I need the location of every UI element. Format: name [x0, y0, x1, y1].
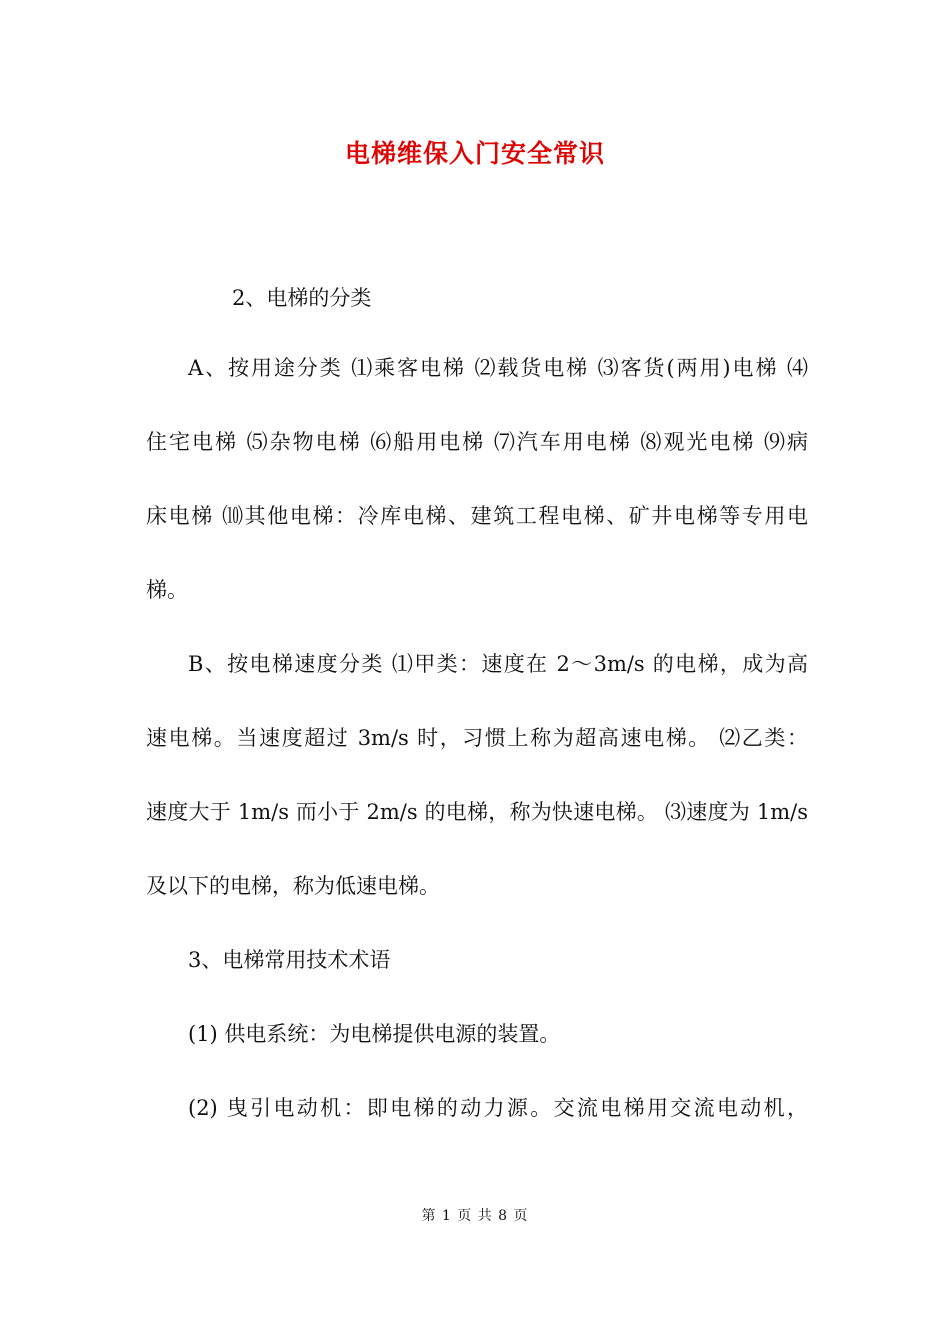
paragraph-line: A、按用途分类 ⑴乘客电梯 ⑵载货电梯 ⑶客货(两用)电梯 ⑷	[188, 356, 808, 380]
document-title: 电梯维保入门安全常识	[344, 139, 605, 168]
paragraph-line: 速电梯。当速度超过 3m/s 时，习惯上称为超高速电梯。 ⑵乙类：	[146, 726, 808, 750]
paragraph-line: B、按电梯速度分类 ⑴甲类：速度在 2～3m/s 的电梯，成为高	[188, 652, 808, 676]
section-heading-terms: 3、电梯常用技术术语	[188, 948, 391, 972]
paragraph-line: 床电梯 ⑽其他电梯：冷库电梯、建筑工程电梯、矿井电梯等专用电	[146, 504, 808, 528]
paragraph-line: 速度大于 1m/s 而小于 2m/s 的电梯，称为快速电梯。 ⑶速度为 1m/s	[146, 800, 808, 824]
paragraph-line: 住宅电梯 ⑸杂物电梯 ⑹船用电梯 ⑺汽车用电梯 ⑻观光电梯 ⑼病	[146, 430, 808, 454]
section-heading-classification: 2、电梯的分类	[232, 286, 372, 310]
page-number: 第 1 页 共 8 页	[421, 1208, 529, 1224]
term-item: (2) 曳引电动机：即电梯的动力源。交流电梯用交流电动机，	[188, 1096, 808, 1120]
paragraph-line: 梯。	[146, 578, 188, 602]
paragraph-line: 及以下的电梯，称为低速电梯。	[146, 874, 440, 898]
term-item: (1) 供电系统：为电梯提供电源的装置。	[188, 1022, 561, 1046]
